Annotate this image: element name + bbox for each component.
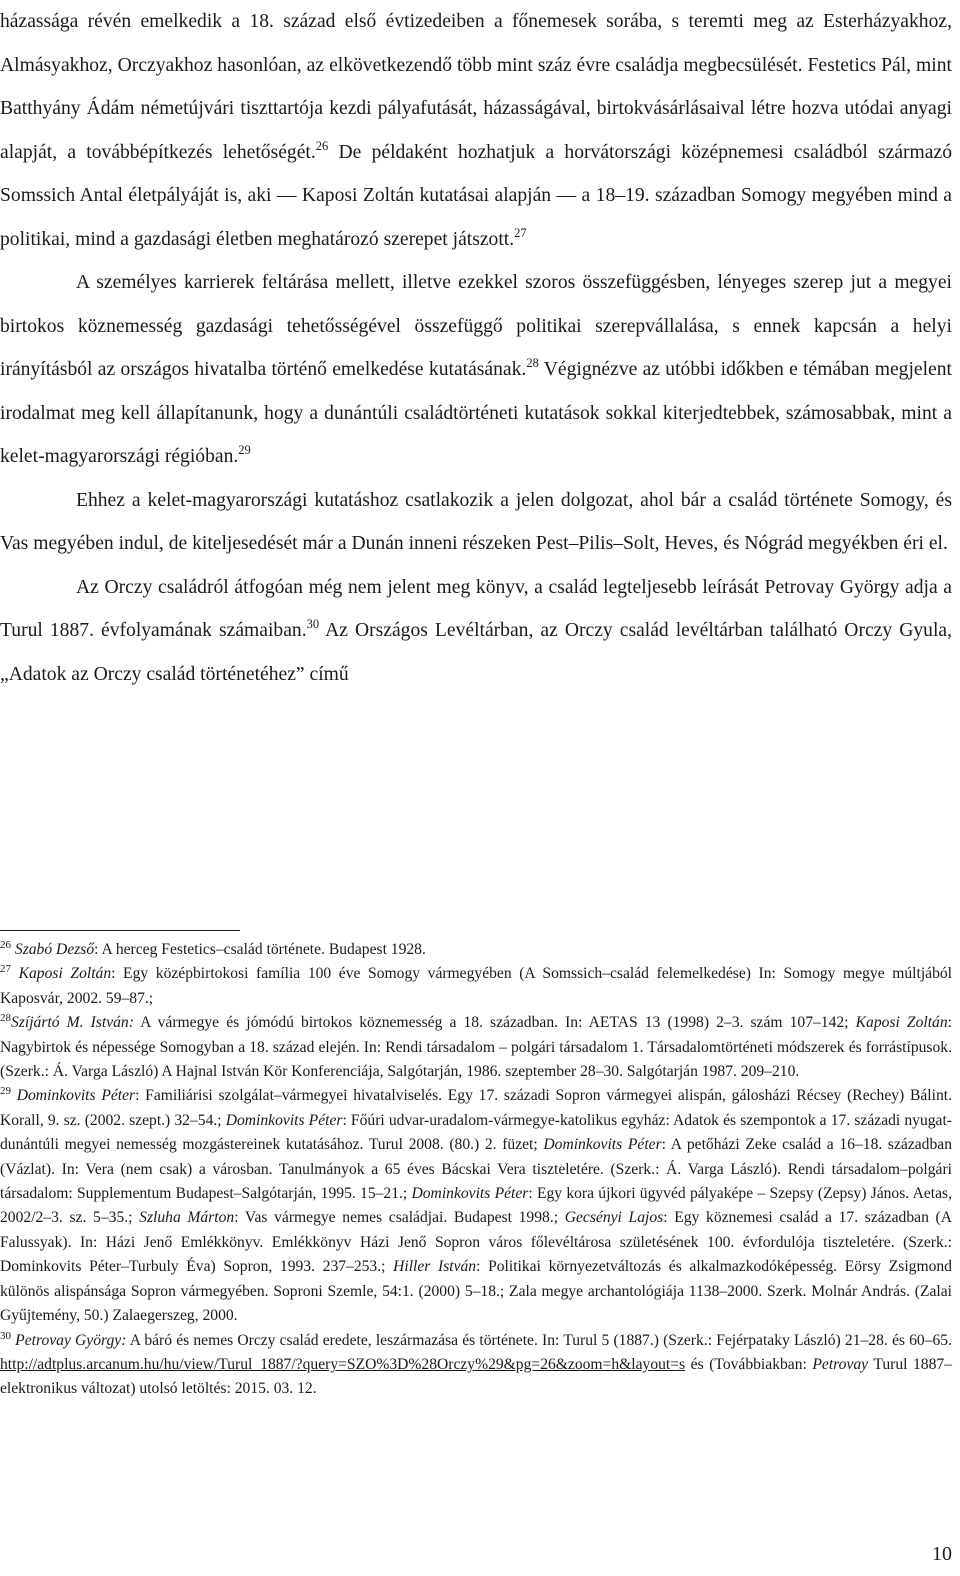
source-link[interactable]: http://adtplus.arcanum.hu/hu/view/Turul_1887/?query=SZO%3D%28Orczy%29&pg=26&zoom=h&layout=s [0, 1355, 686, 1373]
italic-name: Hiller István [393, 1258, 477, 1276]
footnote-reference: 26 [315, 138, 329, 153]
footnote-reference: 28 [0, 1012, 11, 1025]
footnote-30 [0, 1329, 952, 1402]
text-run: A báró és nemes Orczy család eredete, leszármazása és története. In: Turul 5 (1887.) (Szerk.: Fejérpataky László) 21–28. és 60–65. [126, 1331, 952, 1349]
text-run: : Egy köznemesi család a 17. században (A Falussyak). In: Házi Jenő Emlékkönyv. Emlékkönyv Házi Jenő Sopron város főlevéltárosa születésének 100. évfordulója tiszteletére. (Szerk.: Dominkovits Péter–Turbuly Éva) Sopron, 1993. 237–253.; [0, 1209, 952, 1276]
footnote-28 [0, 1011, 952, 1084]
footnote-reference: 27 [0, 963, 11, 976]
italic-name: Petrovay György: [11, 1331, 127, 1349]
text-run: Ehhez a kelet-magyarországi kutatáshoz csatlakozik a jelen dolgozat, ahol bár a család története Somogy, és Vas megyében indul, de kiteljesedését már a Dunán inneni részeken Pest–Pilis–Solt, Heves, és Nógrád megyékben éri el. [0, 489, 952, 554]
italic-name: Szabó Dezső [11, 941, 95, 958]
footnote-27 [0, 962, 952, 1011]
italic-name: Gecsényi Lajos [564, 1209, 664, 1227]
text-run: : Familiárisi szolgálat–vármegyei hivatalviselés. Egy 17. századi Sopron vármegyei alispán, gálosházi Récsey (Rechey) Bálint. Korall, 9. sz. (2002. szept.) 32–54.; [0, 1087, 952, 1129]
text-run: : A herceg Festetics–család története. Budapest 1928. [94, 941, 426, 958]
footnote-reference: 29 [238, 443, 251, 457]
footnote-reference: 28 [526, 356, 539, 370]
italic-name: Szíjártó M. István: [11, 1014, 134, 1032]
paragraph-3 [0, 479, 952, 566]
italic-name: Petrovay [812, 1355, 869, 1373]
text-run: : Nagybirtok és népessége Somogyban a 18. század elején. In: Rendi társadalom – polgári társadalom 1. Társadalomtörténeti módszerek és forrástípusok. (Szerk.: Á. Varga László) A Hajnal István Kör Konferenciája, Salgótarján, 1986. szeptember 28–30. Salgótarján 1987. 209–210. [0, 1014, 952, 1081]
text-run: : Főúri udvar-uradalom-vármegye-katolikus egyház: Adatok és szempontok a 17. századi nyugat-dunántúli megyei nemesség mozgástereinek kutatásához. Turul 2008. (80.) 2. füzet; [0, 1111, 953, 1154]
italic-name: Dominkovits Péter [11, 1087, 136, 1105]
italic-name: Dominkovits Péter [225, 1111, 343, 1129]
text-run: : A petőházi Zeke család a 16–18. században (Vázlat). In: Vera (nem csak) a városban. Tanulmányok a 65 éves Bácskai Vera tiszteletére. (Szerk.: Á. Varga László). Rendi társadalom–polgári társadalom: Supplementum Budapest–Salgótarján, 1995. 15–21.; [0, 1136, 952, 1203]
paragraph-1 [0, 0, 952, 261]
footnote-reference: 30 [0, 1329, 11, 1342]
footnote-26 [0, 938, 952, 962]
footnote-reference: 29 [0, 1085, 11, 1098]
italic-name: Kaposi Zoltán [855, 1014, 948, 1032]
text-run: : Politikai környezetváltozás és alkalmazkodóképesség. Eörsy Zsigmond különös alispánsága Sopron vármegyében. Soproni Szemle, 54:1. (2000) 5–18.; Zala megye archantológiája 1138–2000. Szerk. Molnár András. (Zalai Gyűjtemény, 50.) Zalaegerszeg, 2000. [0, 1258, 952, 1325]
italic-name: Szluha Márton [139, 1209, 235, 1227]
footnote-reference: 30 [306, 617, 320, 631]
paragraph-2 [0, 261, 952, 479]
footnote-reference: 27 [514, 225, 527, 240]
text-run: Végignézve az utóbbi időkben e témában megjelent irodalmat meg kell állapítanunk, hogy a dunántúli családtörténeti kutatások sokkal kiterjedtebbek, számosabbak, mint a kelet-magyarországi régióban. [0, 359, 952, 467]
page-number: 10 [932, 1543, 952, 1565]
text-run: Turul 1887–elektronikus változat) utolsó letöltés: 2015. 03. 12. [0, 1355, 952, 1398]
footnote-reference: 26 [0, 939, 11, 951]
text-run: Az Orczy családról átfogóan még nem jelent meg könyv, a család legteljesebb leírását Petrovay György adja a Turul 1887. évfolyamának számaiban. [0, 576, 952, 641]
text-run: házassága révén emelkedik a 18. század első évtizedeiben a főnemesek sorába, s teremti meg az Esterházyakhoz, Almásyakhoz, Orczyakhoz hasonlóan, az elkövetkezendő több mint száz évre családja megbecsülését. Festetics Pál, mint Batthyány Ádám németújvári tiszttartója kezdi pályafutását, házasságával, birtokvásárlásaival létre hozva utódai anyagi alapját, a továbbépítkezés lehetőségét. [0, 11, 952, 163]
italic-name: Dominkovits Péter [411, 1185, 529, 1203]
italic-name: Dominkovits Péter [543, 1136, 662, 1154]
body-text [0, 0, 952, 696]
paragraph-4 [0, 566, 952, 697]
text-run: és (Továbbiakban: [685, 1355, 813, 1373]
text-run: A vármegye és jómódú birtokos köznemesség a 18. században. In: AETAS 13 (1998) 2–3. szám 107–142; [133, 1014, 856, 1032]
text-run: : Vas vármegye nemes családjai. Budapest 1998.; [234, 1209, 565, 1227]
text-run: : Egy középbirtokosi família 100 éve Somogy vármegyében (A Somssich–család felemelkedése) In: Somogy megye múltjából Kaposvár, 2002. 59–87.; [0, 965, 952, 1007]
italic-name: Kaposi Zoltán [11, 965, 112, 983]
footnote-separator [0, 930, 240, 931]
text-run: : Egy kora újkori ügyvéd pályaképe – Szepsy (Zepsy) János. Aetas, 2002/2–3. sz. 5–35.; [0, 1185, 952, 1227]
text-run: A személyes karrierek feltárása mellett, illetve ezekkel szoros összefüggésben, lényeges szerep jut a megyei birtokos köznemesség gazdasági tehetősségével összefüggő politikai szerepvállalása, s ennek kapcsán a helyi irányításból az országos hivatalba történő emelkedése kutatásának. [0, 272, 952, 380]
text-run: Az Országos Levéltárban, az Orczy család levéltárban található Orczy Gyula, „Adatok az Orczy család történetéhez” című [0, 620, 952, 685]
footnote-29 [0, 1084, 952, 1328]
footnotes [0, 938, 952, 1402]
text-run: De példaként hozhatjuk a horvátországi középnemesi családból származó Somssich Antal életpályáját is, aki — Kaposi Zoltán kutatásai alapján — a 18–19. században Somogy megyében mind a politikai, mind a gazdasági életben meghatározó szerepet játszott. [0, 141, 952, 250]
